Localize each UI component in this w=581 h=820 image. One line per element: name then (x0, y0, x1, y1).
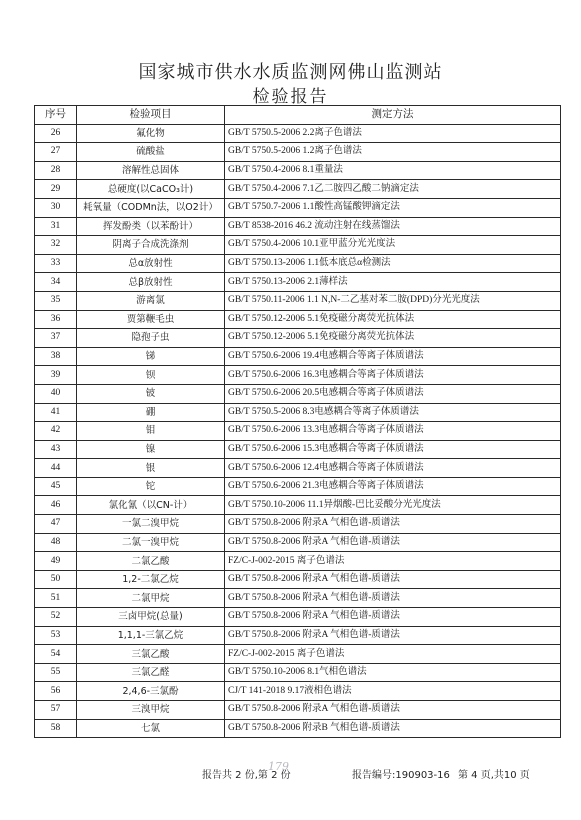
test-method: FZ/C-J-002-2015 离子色谱法 (225, 645, 561, 664)
test-item: 阴离子合成洗涤剂 (77, 236, 225, 255)
table-row (35, 459, 561, 478)
test-method: GB/T 5750.8-2006 附录A 气相色谱-质谱法 (225, 608, 561, 627)
test-item: 镍 (77, 440, 225, 459)
row-number: 44 (35, 459, 77, 478)
report-agency-title: 国家城市供水水质监测网佛山监测站 (138, 62, 443, 83)
test-item: 氟化物 (77, 124, 225, 143)
test-item: 三氯乙醛 (77, 663, 225, 682)
test-item: 铍 (77, 384, 225, 403)
row-number: 47 (35, 515, 77, 534)
test-method: GB/T 5750.12-2006 5.1免疫磁分离荧光抗体法 (225, 329, 561, 348)
row-number: 32 (35, 236, 77, 255)
test-method: GB/T 5750.6-2006 19.4电感耦合等离子体质谱法 (225, 347, 561, 366)
test-method: GB/T 5750.8-2006 附录B 气相色谱-质谱法 (225, 719, 561, 738)
test-method: GB/T 5750.10-2006 11.1异烟酸-巴比妥酸分光光度法 (225, 496, 561, 515)
test-method: GB/T 5750.6-2006 15.3电感耦合等离子体质谱法 (225, 440, 561, 459)
test-item: 三卤甲烷(总量) (77, 608, 225, 627)
test-method: GB/T 5750.4-2006 7.1乙二胺四乙酸二钠滴定法 (225, 180, 561, 199)
test-method: GB/T 5750.10-2006 8.1气相色谱法 (225, 663, 561, 682)
table-row (35, 403, 561, 422)
test-item: 一氯二溴甲烷 (77, 515, 225, 534)
test-item: 钼 (77, 422, 225, 441)
table-row (35, 645, 561, 664)
test-item: 游离氯 (77, 291, 225, 310)
row-number: 57 (35, 701, 77, 720)
table-row (35, 663, 561, 682)
test-item: 耗氧量（CODMn法，以O2计） (77, 198, 225, 217)
page-stamp: 179 (268, 760, 289, 773)
test-item: 二氯一溴甲烷 (77, 533, 225, 552)
table-row (35, 701, 561, 720)
test-method: GB/T 5750.8-2006 附录A 气相色谱-质谱法 (225, 570, 561, 589)
test-item: 锑 (77, 347, 225, 366)
row-number: 58 (35, 719, 77, 738)
table-row (35, 254, 561, 273)
test-method: CJ/T 141-2018 9.17液相色谱法 (225, 682, 561, 701)
row-number: 34 (35, 273, 77, 292)
row-number: 45 (35, 477, 77, 496)
row-number: 38 (35, 347, 77, 366)
test-method: GB/T 5750.11-2006 1.1 N,N-二乙基对苯二胺(DPD)分光光度法 (225, 291, 561, 310)
row-number: 26 (35, 124, 77, 143)
test-method: GB/T 5750.8-2006 附录A 气相色谱-质谱法 (225, 589, 561, 608)
row-number: 42 (35, 422, 77, 441)
test-item: 1,2-二氯乙烷 (77, 570, 225, 589)
table-header-row (35, 106, 561, 125)
report-document-title: 检验报告 (252, 87, 329, 107)
test-method: GB/T 5750.4-2006 8.1重量法 (225, 161, 561, 180)
table-row (35, 496, 561, 515)
table-row (35, 273, 561, 292)
test-method: GB/T 5750.6-2006 12.4电感耦合等离子体质谱法 (225, 459, 561, 478)
table-row (35, 198, 561, 217)
test-method: GB/T 5750.5-2006 1.2离子色谱法 (225, 143, 561, 162)
row-number: 49 (35, 552, 77, 571)
test-item: 二氯甲烷 (77, 589, 225, 608)
test-items-table (34, 105, 561, 738)
page-indicator: 第 4 页,共10 页 (458, 770, 530, 781)
test-item: 二氯乙酸 (77, 552, 225, 571)
table-row (35, 217, 561, 236)
row-number: 39 (35, 366, 77, 385)
test-item: 三氯乙酸 (77, 645, 225, 664)
copies-note: 报告共 2 份,第 2 份 (202, 770, 291, 781)
test-item: 氯化氰（以CN-计） (77, 496, 225, 515)
test-item: 贾第鞭毛虫 (77, 310, 225, 329)
row-number: 55 (35, 663, 77, 682)
row-number: 51 (35, 589, 77, 608)
test-item: 硼 (77, 403, 225, 422)
test-method: GB/T 8538-2016 46.2 流动注射在线蒸馏法 (225, 217, 561, 236)
row-number: 46 (35, 496, 77, 515)
test-item: 硫酸盐 (77, 143, 225, 162)
table-row (35, 143, 561, 162)
table-row (35, 440, 561, 459)
table-row (35, 161, 561, 180)
test-item: 铊 (77, 477, 225, 496)
test-item: 总β放射性 (77, 273, 225, 292)
table-row (35, 291, 561, 310)
table-row (35, 515, 561, 534)
table-row (35, 384, 561, 403)
test-method: FZ/C-J-002-2015 离子色谱法 (225, 552, 561, 571)
test-method: GB/T 5750.6-2006 21.3电感耦合等离子体质谱法 (225, 477, 561, 496)
row-number: 40 (35, 384, 77, 403)
row-number: 53 (35, 626, 77, 645)
test-method: GB/T 5750.4-2006 10.1亚甲蓝分光光度法 (225, 236, 561, 255)
test-method: GB/T 5750.5-2006 2.2离子色谱法 (225, 124, 561, 143)
table-row (35, 422, 561, 441)
row-number: 54 (35, 645, 77, 664)
row-number: 43 (35, 440, 77, 459)
table-row (35, 347, 561, 366)
test-item: 隐孢子虫 (77, 329, 225, 348)
test-method: GB/T 5750.7-2006 1.1酸性高锰酸钾滴定法 (225, 198, 561, 217)
row-number: 52 (35, 608, 77, 627)
row-number: 30 (35, 198, 77, 217)
table-row (35, 589, 561, 608)
table-row (35, 533, 561, 552)
row-number: 29 (35, 180, 77, 199)
table-row (35, 236, 561, 255)
table-row (35, 180, 561, 199)
row-number: 56 (35, 682, 77, 701)
table-row (35, 608, 561, 627)
test-item: 总α放射性 (77, 254, 225, 273)
row-number: 37 (35, 329, 77, 348)
row-number: 27 (35, 143, 77, 162)
test-method: GB/T 5750.8-2006 附录A 气相色谱-质谱法 (225, 515, 561, 534)
test-method: GB/T 5750.6-2006 16.3电感耦合等离子体质谱法 (225, 366, 561, 385)
test-item: 三溴甲烷 (77, 701, 225, 720)
table-row (35, 682, 561, 701)
test-item: 1,1,1-三氯乙烷 (77, 626, 225, 645)
row-number: 33 (35, 254, 77, 273)
test-method: GB/T 5750.5-2006 8.3电感耦合等离子体质谱法 (225, 403, 561, 422)
test-method: GB/T 5750.12-2006 5.1免疫磁分离荧光抗体法 (225, 310, 561, 329)
table-row (35, 124, 561, 143)
table-row (35, 626, 561, 645)
test-item: 钡 (77, 366, 225, 385)
report-number: 报告编号:190903-16 (352, 770, 450, 781)
test-method: GB/T 5750.8-2006 附录A 气相色谱-质谱法 (225, 533, 561, 552)
table-row (35, 329, 561, 348)
test-method: GB/T 5750.6-2006 20.5电感耦合等离子体质谱法 (225, 384, 561, 403)
test-item: 溶解性总固体 (77, 161, 225, 180)
test-item: 2,4,6-三氯酚 (77, 682, 225, 701)
row-number: 28 (35, 161, 77, 180)
test-item: 七氯 (77, 719, 225, 738)
column-header-item: 检验项目 (77, 106, 225, 125)
row-number: 48 (35, 533, 77, 552)
table-row (35, 570, 561, 589)
table-row (35, 477, 561, 496)
table-row (35, 552, 561, 571)
row-number: 35 (35, 291, 77, 310)
row-number: 50 (35, 570, 77, 589)
test-item: 银 (77, 459, 225, 478)
row-number: 31 (35, 217, 77, 236)
test-method: GB/T 5750.6-2006 13.3电感耦合等离子体质谱法 (225, 422, 561, 441)
column-header-method: 测定方法 (225, 106, 561, 125)
test-method: GB/T 5750.8-2006 附录A 气相色谱-质谱法 (225, 701, 561, 720)
row-number: 41 (35, 403, 77, 422)
test-method: GB/T 5750.13-2006 1.1低本底总α检测法 (225, 254, 561, 273)
test-method: GB/T 5750.13-2006 2.1薄样法 (225, 273, 561, 292)
column-header-number: 序号 (35, 106, 77, 125)
row-number: 36 (35, 310, 77, 329)
test-method: GB/T 5750.8-2006 附录A 气相色谱-质谱法 (225, 626, 561, 645)
table-row (35, 366, 561, 385)
table-row (35, 310, 561, 329)
table-row (35, 719, 561, 738)
test-item: 总硬度(以CaCO₃计) (77, 180, 225, 199)
test-item: 挥发酚类（以苯酚计） (77, 217, 225, 236)
